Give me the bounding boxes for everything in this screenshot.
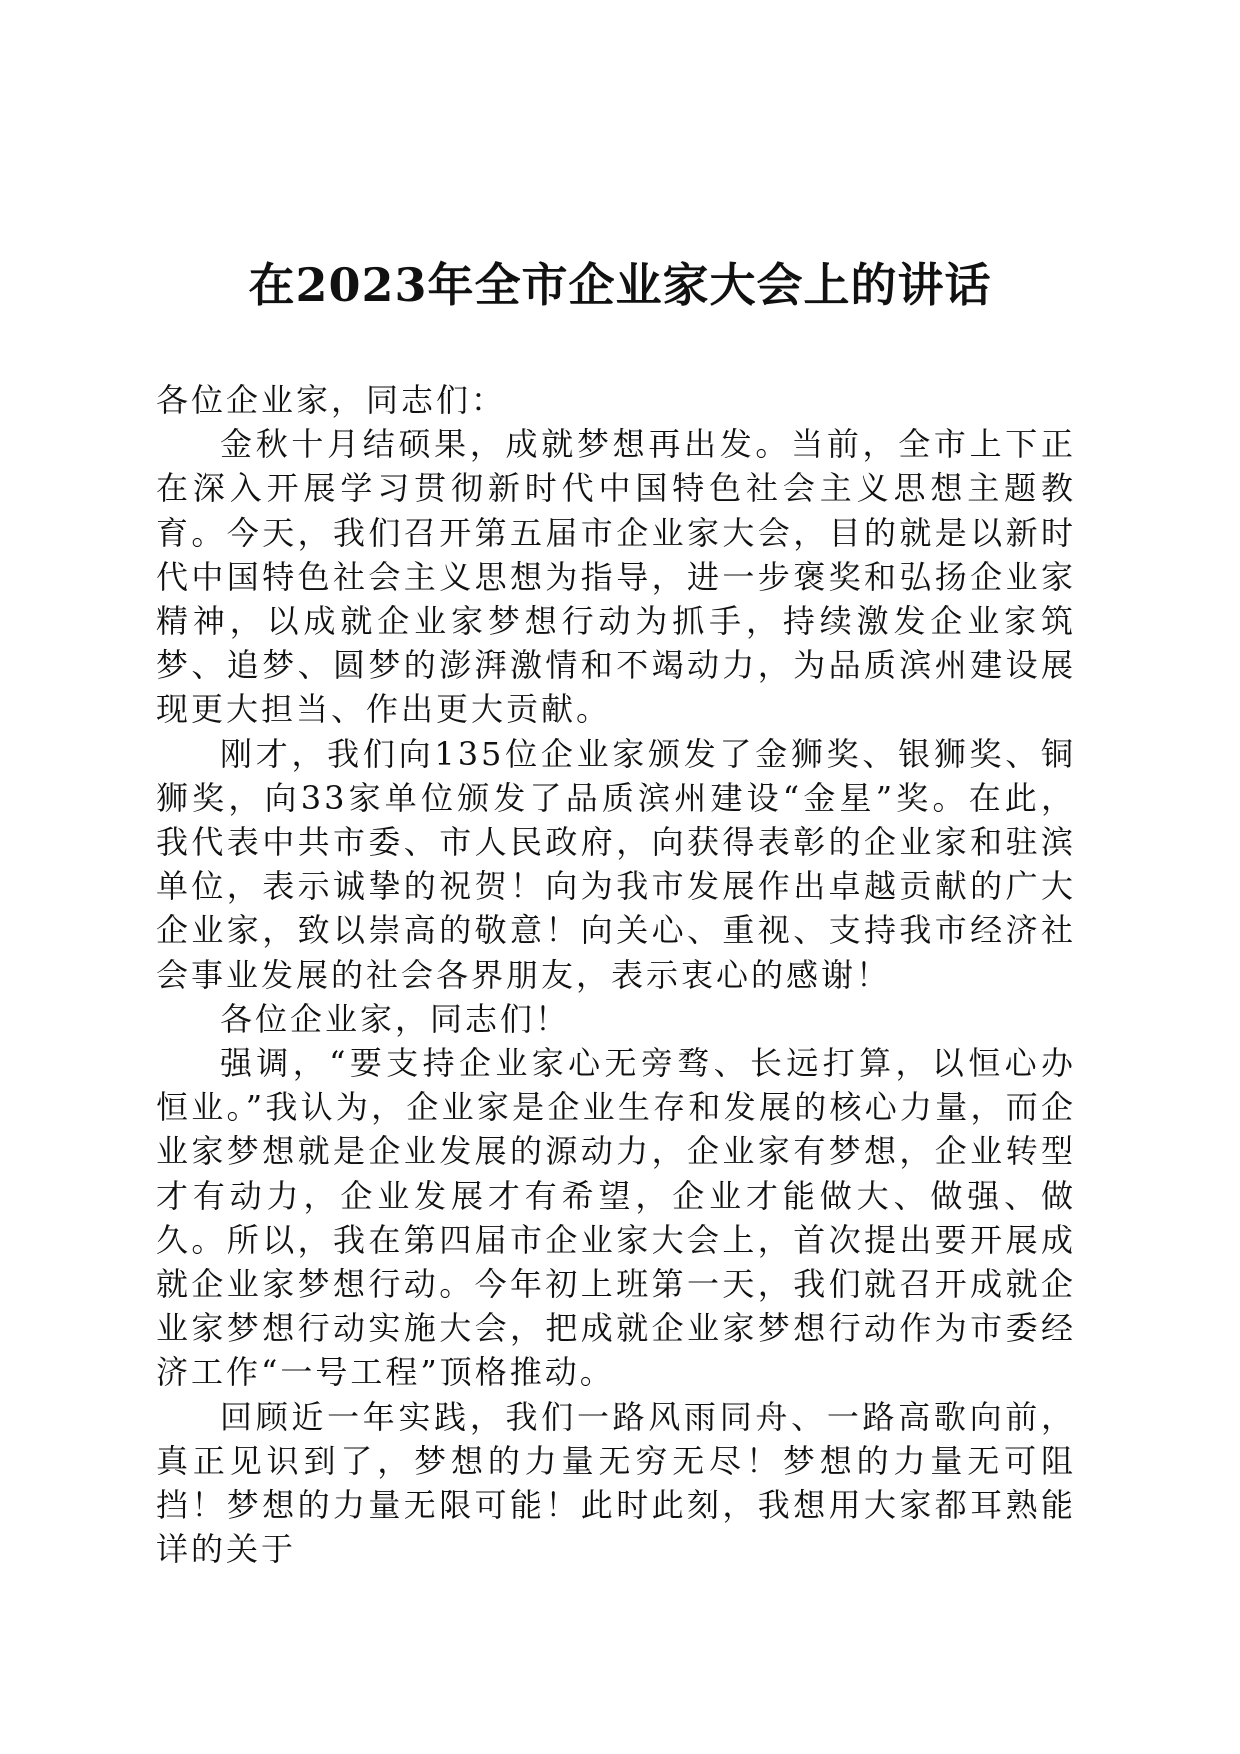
awards-paragraph: 刚才，我们向135位企业家颁发了金狮奖、银狮奖、铜狮奖，向33家单位颁发了品质滨州建设“金星”奖。在此，我代表中共市委、市人民政府，向获得表彰的企业家和驻滨单位，表示诚挚的祝贺！向为我市发展作出卓越贡献的广大企业家，致以崇高的敬意！向关心、重视、支持我市经济社会事业发展的社会各界朋友，表示衷心的感谢！ xyxy=(156,734,1076,994)
entrepreneur-dream-paragraph: 强调，“要支持企业家心无旁骛、长远打算，以恒心办恒业。”我认为，企业家是企业生存和发展的核心力量，而企业家梦想就是企业发展的源动力，企业家有梦想，企业转型才有动力，企业发展才有希望，企业才能做大、做强、做久。所以，我在第四届市企业家大会上，首次提出要开展成就企业家梦想行动。今年初上班第一天，我们就召开成就企业家梦想行动实施大会，把成就企业家梦想行动作为市委经济工作“一号工程”顶格推动。 xyxy=(156,1044,1076,1392)
review-paragraph: 回顾近一年实践，我们一路风雨同舟、一路高歌向前，真正见识到了，梦想的力量无穷无尽！梦想的力量无可阻挡！梦想的力量无限可能！此时此刻，我想用大家都耳熟能详的关于 xyxy=(156,1397,1076,1569)
document-body xyxy=(156,378,1076,1571)
salutation-paragraph: 各位企业家，同志们： xyxy=(156,381,507,419)
document-title: 在2023年全市企业家大会上的讲话 xyxy=(248,258,992,312)
address-paragraph: 各位企业家，同志们！ xyxy=(220,999,571,1038)
opening-paragraph: 金秋十月结硕果，成就梦想再出发。当前，全市上下正在深入开展学习贯彻新时代中国特色社会主义思想主题教育。今天，我们召开第五届市企业家大会，目的就是以新时代中国特色社会主义思想为指导，进一步褒奖和弘扬企业家精神，以成就企业家梦想行动为抓手，持续激发企业家筑梦、追梦、圆梦的澎湃激情和不竭动力，为品质滨州建设展现更大担当、作出更大贡献。 xyxy=(156,425,1076,729)
